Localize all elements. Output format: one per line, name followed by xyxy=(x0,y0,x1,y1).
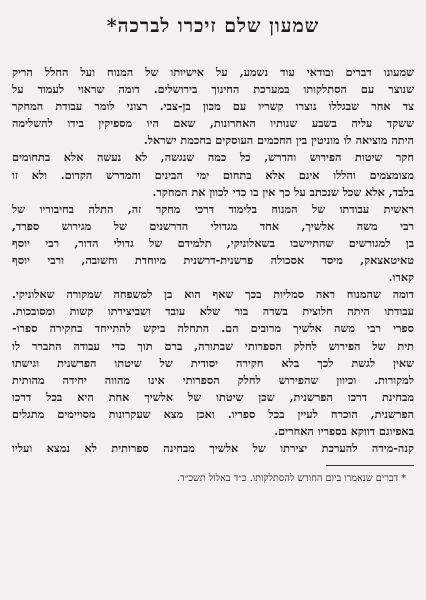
text-line: ששקד עליה בשבע שנותיו האחרונות, שאם היו מספיקין בידו להשלימה xyxy=(12,116,414,131)
text-line: שמעונו דברים ובודאי עוד נשמע, על אישיותו של המנוח ועל החלל הריק xyxy=(12,65,414,79)
text-line: שנוצר עם הסתלקותו במערכת החינוך בירושלים. דומה שראוי לעמוד על xyxy=(12,82,414,97)
paragraph xyxy=(12,440,414,457)
text-line: באפיונם דווקא בספריו האחרים. xyxy=(274,423,414,438)
page-title: שמעון שלם זיכרו לברכה* xyxy=(106,15,320,37)
text-line: ספרי רבי משה אלשיך מרובים הם. התחלה ביקש להתייחד בחקירה ספרו- xyxy=(12,321,414,336)
text-line: בן למגורשים שהתיישבו בשאלוניקי, תלמידם של גדולי הדור, רבי יוסף xyxy=(12,235,414,250)
text-line: צד אחר שבגללו נוצרו קשריו עם מכון בן-צבי. רצוני לומר עבודת המחקר xyxy=(12,99,414,114)
paragraph xyxy=(12,64,414,149)
paragraph xyxy=(12,286,414,440)
text-line: למקורות. וכיוון שהפירוש לחלק הספרותי אינו מהווה יחידה מהותית xyxy=(12,372,414,387)
text-line: בלבד, אלא שכל שנכתב על כך אין בו כדי לכוון את המחקר. xyxy=(152,184,414,199)
paragraph xyxy=(12,201,414,286)
text-line: חקר שיטות הפירוש והדרש, כל כמה שנגשה, לא נעשה אלא בתחומים xyxy=(12,150,414,165)
text-line: מבחינת דרכו הפרשנית, שכן שיטתו של אלשיך אחת היא בכל דרכו xyxy=(12,389,414,404)
footnote: * דברים שנאמרו ביום החודש להסתלקותו. כ״ד באלול תשכ״ד. xyxy=(177,473,406,485)
text-line: שאין לגשת לכך בלא חקירה יסודית של שיטתו הפרשנית וגישתו xyxy=(12,355,414,370)
text-line: הפרשנית, הוכרח לעיין בכל ספריו. ואכן מצא שעקרונות מסויימים מתגלים xyxy=(12,406,414,421)
text-line: מצומצמים והללו אינם אלא בתחום ימי הבינים והמדרש הקדום. ולא זו xyxy=(12,167,414,182)
text-line: דומה שהמנוח ראה סמליות בכך שאף הוא בן למשפחה שמקורה שאלוניקי. xyxy=(12,287,414,302)
text-line: היתה מוציאה לו מוניטין בין החכמים העוסקים בחכמת ישראל. xyxy=(143,133,414,148)
body-text xyxy=(12,64,414,457)
footnote-divider xyxy=(326,465,414,466)
text-line: עבודתו היתה חלוצית בשדה בור שלא עובד ושביצירתו קשות ומסובכות. xyxy=(12,304,414,319)
text-line: תית של הפירוש לחלק הספרותי שבתורה, ברם תוך כדי עבודה התברר לו xyxy=(12,338,414,353)
text-line: ראשית עבודתו של המנוח בלימוד דרכי מחקר זה, התלה בחיבוריו של xyxy=(12,201,414,216)
text-line: קארו. xyxy=(388,270,414,285)
text-line: קנה-מידה להערכת יצירתו של אלשיך מבחינה ספרותית לא נמצא ועליו xyxy=(12,441,414,456)
text-line: רבי משה אלשיך, אחד מגדולי הדרשנים של מגירוש ספרד, xyxy=(12,218,414,233)
text-line: טאיטאצאק, מיסד אסכולה פרשנית-דרשנית מיוחדת וחשובה, ורבי יוסף xyxy=(12,253,414,268)
paragraph xyxy=(12,149,414,200)
